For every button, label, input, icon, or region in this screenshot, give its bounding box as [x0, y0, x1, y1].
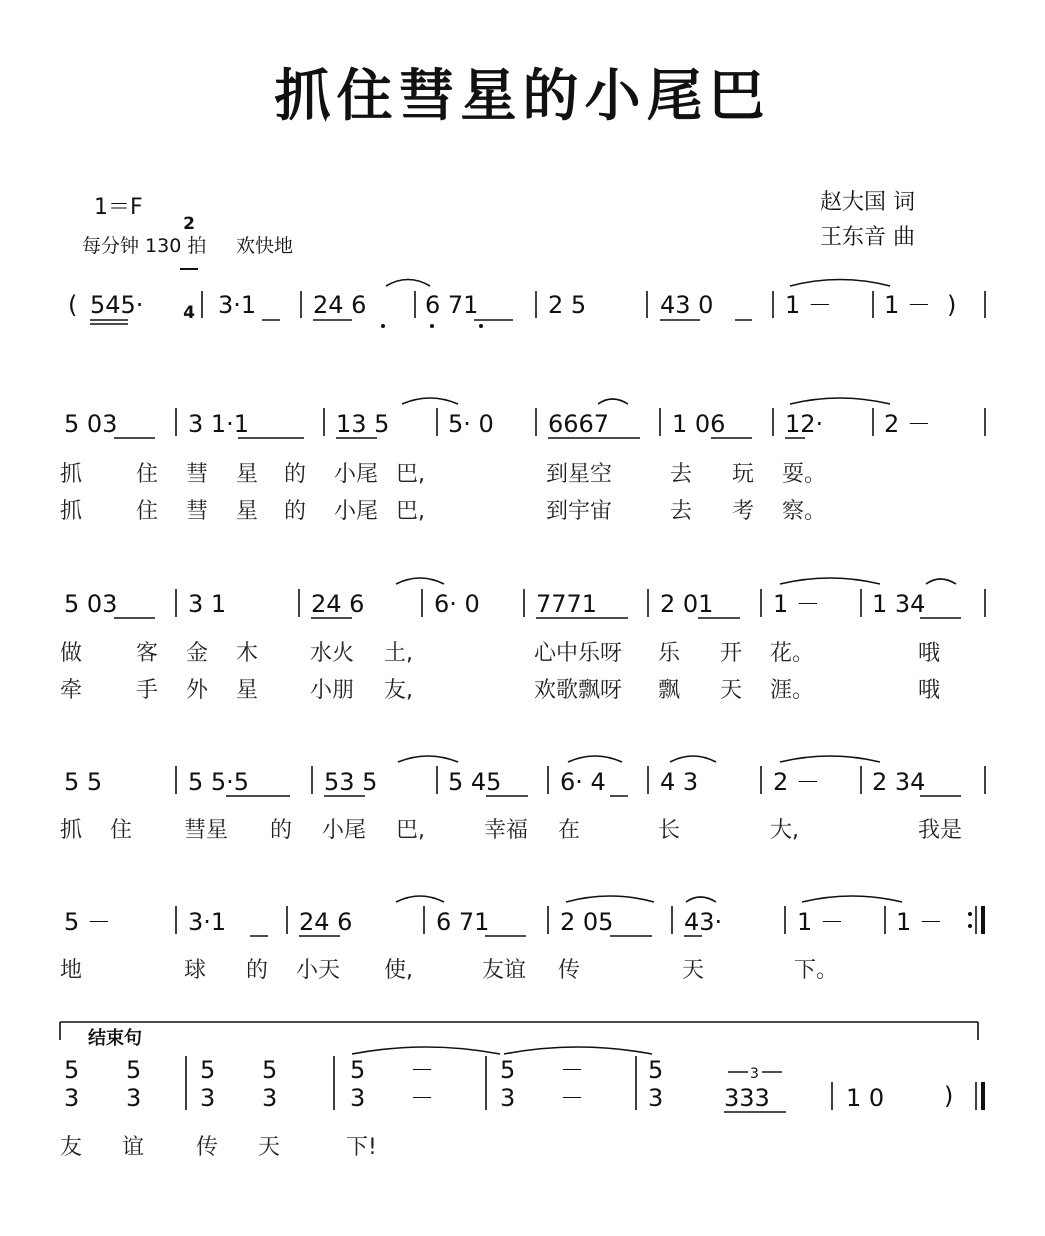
lyric: 的	[246, 958, 269, 983]
measure: 2 －	[773, 768, 820, 796]
measure: 1 －	[896, 908, 943, 936]
lyric: 幸福	[484, 818, 529, 843]
measure: 7771	[536, 590, 598, 618]
measure: 53 5	[324, 768, 378, 796]
prelude-open-paren: (	[68, 291, 78, 319]
lyric: 小尾	[334, 499, 379, 524]
measure: 5 －	[64, 908, 111, 936]
lyric: 的	[284, 499, 307, 524]
lyric: 花。	[770, 641, 815, 666]
coda-lower-note: 3	[648, 1084, 664, 1112]
measure: 1 06	[672, 410, 726, 438]
tie-arc	[568, 756, 622, 762]
lyric: 涯。	[770, 678, 815, 703]
coda-upper-note: －	[410, 1056, 434, 1084]
coda-upper-note: 5	[126, 1056, 142, 1084]
coda-label: 结束句	[88, 1028, 142, 1049]
lyric: 谊	[122, 1135, 145, 1160]
lyric: 小天	[296, 958, 341, 983]
system-1	[60, 398, 985, 524]
lyric: 手	[136, 678, 159, 703]
measure: 43·	[684, 908, 723, 936]
tie-arc	[352, 1047, 500, 1054]
lyric: 考	[732, 499, 755, 524]
coda-triplet: 333	[724, 1084, 770, 1112]
lyric: 小朋	[310, 678, 355, 703]
lyric: 玩	[732, 462, 755, 487]
lyric: 天	[682, 958, 705, 983]
measure: 3 1·1	[188, 410, 250, 438]
lyric: 大,	[770, 818, 799, 843]
tie-arc	[396, 896, 444, 902]
coda-upper-note: 5	[648, 1056, 664, 1084]
tempo-marking: 每分钟 130 拍	[82, 235, 207, 257]
lyric: 开	[720, 641, 743, 666]
lyric: 抓	[60, 462, 83, 487]
key-signature: 1＝F	[94, 195, 143, 220]
measure: 4 3	[660, 768, 699, 796]
prelude-measure: 1 －	[884, 291, 931, 319]
coda-upper-note: 5	[200, 1056, 216, 1084]
prelude-close-paren: )	[947, 291, 957, 319]
lyric: 传	[196, 1135, 219, 1160]
prelude-measure: 545·	[90, 291, 144, 319]
coda-lower-note: －	[410, 1084, 434, 1112]
measure: 2 01	[660, 590, 714, 618]
prelude-measure: 6 71	[425, 291, 479, 319]
lyric: 巴,	[396, 462, 425, 487]
lyric: 欢歌飘呀	[534, 678, 623, 703]
prelude-system	[68, 280, 985, 329]
tie-arc	[802, 896, 902, 902]
lyric: 的	[284, 462, 307, 487]
lyric: 察。	[782, 499, 827, 524]
coda-section	[60, 1022, 983, 1160]
coda-lower-note: 3	[262, 1084, 278, 1112]
lyric: 小尾	[322, 818, 367, 843]
prelude-measure: 3·1	[218, 291, 257, 319]
measure: 13 5	[336, 410, 390, 438]
coda-lower-note: －	[560, 1084, 584, 1112]
measure: 2 －	[884, 410, 931, 438]
lyric: 传	[558, 958, 581, 983]
lyric: 乐	[658, 641, 681, 666]
tie-arc	[686, 897, 716, 902]
lyric: 星	[236, 678, 259, 703]
lyric: 友,	[384, 678, 413, 703]
repeat-dot	[968, 924, 972, 928]
lyric: 金	[186, 641, 209, 666]
lyric: 做	[60, 641, 83, 666]
lyric: 星	[236, 499, 259, 524]
measure: 24 6	[311, 590, 365, 618]
lyric: 友	[60, 1135, 83, 1160]
measure: 1 34	[872, 590, 926, 618]
coda-lower-note: 3	[126, 1084, 142, 1112]
measure: 6667	[548, 410, 610, 438]
coda-upper-note: 5	[500, 1056, 516, 1084]
tie-arc	[926, 579, 956, 584]
coda-lower-note: 3	[200, 1084, 216, 1112]
tie-arc	[386, 280, 430, 287]
octave-dot	[381, 324, 385, 328]
tie-arc	[598, 399, 628, 404]
lyric: 客	[136, 641, 159, 666]
lyricist-credit: 赵大国 词	[820, 190, 915, 215]
tie-arc	[398, 756, 458, 762]
lyric: 到星空	[546, 462, 613, 487]
lyric: 天	[720, 678, 743, 703]
coda-lower-note: 3	[64, 1084, 80, 1112]
system-3	[60, 756, 985, 843]
lyric: 外	[186, 678, 209, 703]
lyric: 巴,	[396, 499, 425, 524]
lyric: 土,	[384, 641, 413, 666]
lyric: 球	[184, 958, 207, 983]
tie-arc	[790, 398, 890, 404]
lyric: 去	[670, 462, 693, 487]
tie-arc	[780, 578, 880, 584]
coda-upper-note: 5	[64, 1056, 80, 1084]
coda-upper-note: 5	[350, 1056, 366, 1084]
coda-close-paren: )	[944, 1082, 954, 1110]
lyric: 牵	[60, 678, 83, 703]
time-signature-bottom: 4	[183, 303, 195, 323]
lyric: 飘	[658, 678, 681, 703]
measure: 6 71	[436, 908, 490, 936]
lyric: 住	[136, 462, 159, 487]
lyric: 抓	[60, 818, 83, 843]
lyric: 住	[110, 818, 133, 843]
lyric: 下!	[346, 1135, 377, 1160]
tie-arc	[566, 896, 654, 902]
measure: 3 1	[188, 590, 227, 618]
lyric: 使,	[384, 958, 413, 983]
repeat-dot	[968, 912, 972, 916]
measure: 12·	[785, 410, 824, 438]
tie-arc	[396, 578, 444, 584]
lyric: 天	[258, 1135, 281, 1160]
composer-credit: 王东音 曲	[820, 225, 915, 250]
coda-lower-note: 3	[500, 1084, 516, 1112]
page-title: 抓住彗星的小尾巴	[274, 64, 771, 129]
lyric: 的	[270, 818, 293, 843]
measure: 5 03	[64, 590, 118, 618]
lyric: 彗星	[184, 818, 229, 843]
coda-upper-note: 5	[262, 1056, 278, 1084]
octave-dot	[479, 324, 483, 328]
lyric: 在	[558, 818, 581, 843]
lyric: 友谊	[482, 958, 527, 983]
mood-marking: 欢快地	[236, 235, 294, 257]
lyric: 耍。	[782, 462, 827, 487]
measure: 1 －	[773, 590, 820, 618]
measure: 3·1	[188, 908, 227, 936]
measure: 5· 0	[448, 410, 494, 438]
lyric: 住	[136, 499, 159, 524]
lyric: 彗	[186, 499, 209, 524]
system-2	[60, 578, 985, 703]
lyric: 去	[670, 499, 693, 524]
measure: 2 05	[560, 908, 614, 936]
lyric: 抓	[60, 499, 83, 524]
tie-arc	[504, 1047, 652, 1054]
tie-arc	[780, 756, 880, 762]
time-signature-top: 2	[183, 214, 195, 234]
lyric: 星	[236, 462, 259, 487]
lyric: 下。	[794, 958, 839, 983]
prelude-measure: 1 －	[785, 291, 832, 319]
measure: 5 03	[64, 410, 118, 438]
measure: 6· 4	[560, 768, 606, 796]
prelude-measure: 24 6	[313, 291, 367, 319]
lyric: 木	[236, 641, 259, 666]
lyric: 到宇宙	[546, 499, 613, 524]
coda-upper-note: －	[560, 1056, 584, 1084]
measure: 24 6	[299, 908, 353, 936]
system-4	[60, 896, 983, 983]
lyric: 长	[658, 818, 681, 843]
prelude-measure: 43 0	[660, 291, 714, 319]
measure: 1 －	[797, 908, 844, 936]
tie-arc	[402, 398, 458, 404]
measure: 5 5·5	[188, 768, 250, 796]
measure: 6· 0	[434, 590, 480, 618]
triplet-mark: 3	[750, 1066, 759, 1082]
lyric: 哦	[918, 641, 941, 666]
tie-arc	[670, 756, 716, 762]
lyric: 巴,	[396, 818, 425, 843]
coda-final-notes: 1 0	[846, 1084, 885, 1112]
lyric: 心中乐呀	[534, 641, 623, 666]
coda-lower-note: 3	[350, 1084, 366, 1112]
lyric: 小尾	[334, 462, 379, 487]
lyric: 彗	[186, 462, 209, 487]
prelude-measure: 2 5	[548, 291, 587, 319]
lyric: 水火	[310, 641, 355, 666]
tie-arc	[790, 280, 890, 287]
lyric: 哦	[918, 678, 941, 703]
measure: 5 5	[64, 768, 103, 796]
octave-dot	[430, 324, 434, 328]
measure: 2 34	[872, 768, 926, 796]
lyric: 地	[60, 958, 83, 983]
lyric: 我是	[918, 818, 963, 843]
measure: 5 45	[448, 768, 502, 796]
